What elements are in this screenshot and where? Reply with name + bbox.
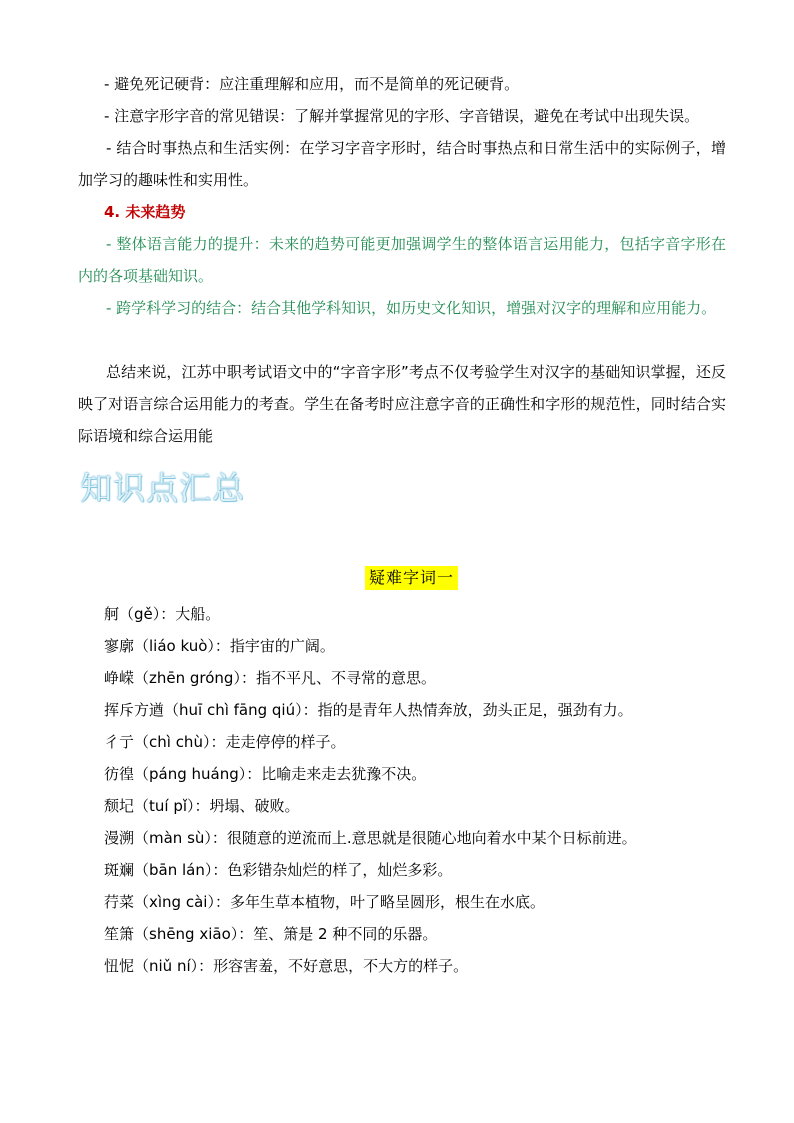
vocab-item: 寥廓（liáo kuò）：指宇宙的广阔。	[104, 637, 335, 655]
knowledge-summary-banner: 知识点汇总	[80, 469, 246, 507]
vocab-item: 漫溯（màn sù）：很随意的逆流而上.意思就是很随心地向着水中某个日标前进。	[104, 829, 637, 847]
vocab-item: 峥嵘（zhēn gróng）：指不平凡、不寻常的意思。	[104, 669, 436, 687]
vocab-section-title: 疑难字词一	[365, 566, 458, 590]
vocab-item: 斑斓（bān lán）：色彩错杂灿烂的样了，灿烂多彩。	[104, 861, 453, 879]
vocab-item: 彷徨（páng huáng）：比喻走来走去犹豫不决。	[104, 765, 427, 783]
vocab-item: 笙箫（shēng xiāo）：笙、箫是 2 种不同的乐器。	[104, 925, 438, 943]
section-4-heading: 4. 未来趋势	[104, 203, 186, 221]
trend-overall-language: - 整体语言能力的提升：未来的趋势可能更加强调学生的整体语言运用能力，包括字音字形在内的各项基础知识。	[78, 235, 726, 285]
summary-paragraph: 总结来说，江苏中职考试语文中的“字音字形”考点不仅考验学生对汉字的基础知识掌握，还反映了对语言综合运用能力的考查。学生在备考时应注意字音的正确性和字形的规范性，同时结合实际语境和综合运用能	[78, 363, 726, 445]
tip-current-events: - 结合时事热点和生活实例：在学习字音字形时，结合时事热点和日常生活中的实际例子，增加学习的趣味性和实用性。	[78, 139, 726, 189]
vocab-item: 颓圮（tuí pǐ）：坍塌、破败。	[104, 797, 300, 815]
tip-memorization: - 避免死记硬背：应注重理解和应用，而不是简单的死记硬背。	[104, 75, 520, 93]
vocab-item: 忸怩（niǔ ní）：形容害羞，不好意思，不大方的样子。	[104, 957, 469, 975]
vocab-item: 挥斥方遒（huī chì fāng qiú）：指的是青年人热情奔放，劲头正足，强劲有力。	[104, 701, 633, 719]
vocab-item: 舸（gě）：大船。	[104, 605, 221, 623]
vocab-item: 彳亍（chì chù）：走走停停的样子。	[104, 733, 346, 751]
vocab-item: 荇菜（xìng cài）：多年生草本植物，叶了略呈圆形，根生在水底。	[104, 893, 545, 911]
trend-interdisciplinary: - 跨学科学习的结合：结合其他学科知识，如历史文化知识，增强对汉字的理解和应用能力。	[106, 299, 717, 317]
tip-common-errors: - 注意字形字音的常见错误：了解并掌握常见的字形、字音错误，避免在考试中出现失误。	[104, 107, 700, 125]
